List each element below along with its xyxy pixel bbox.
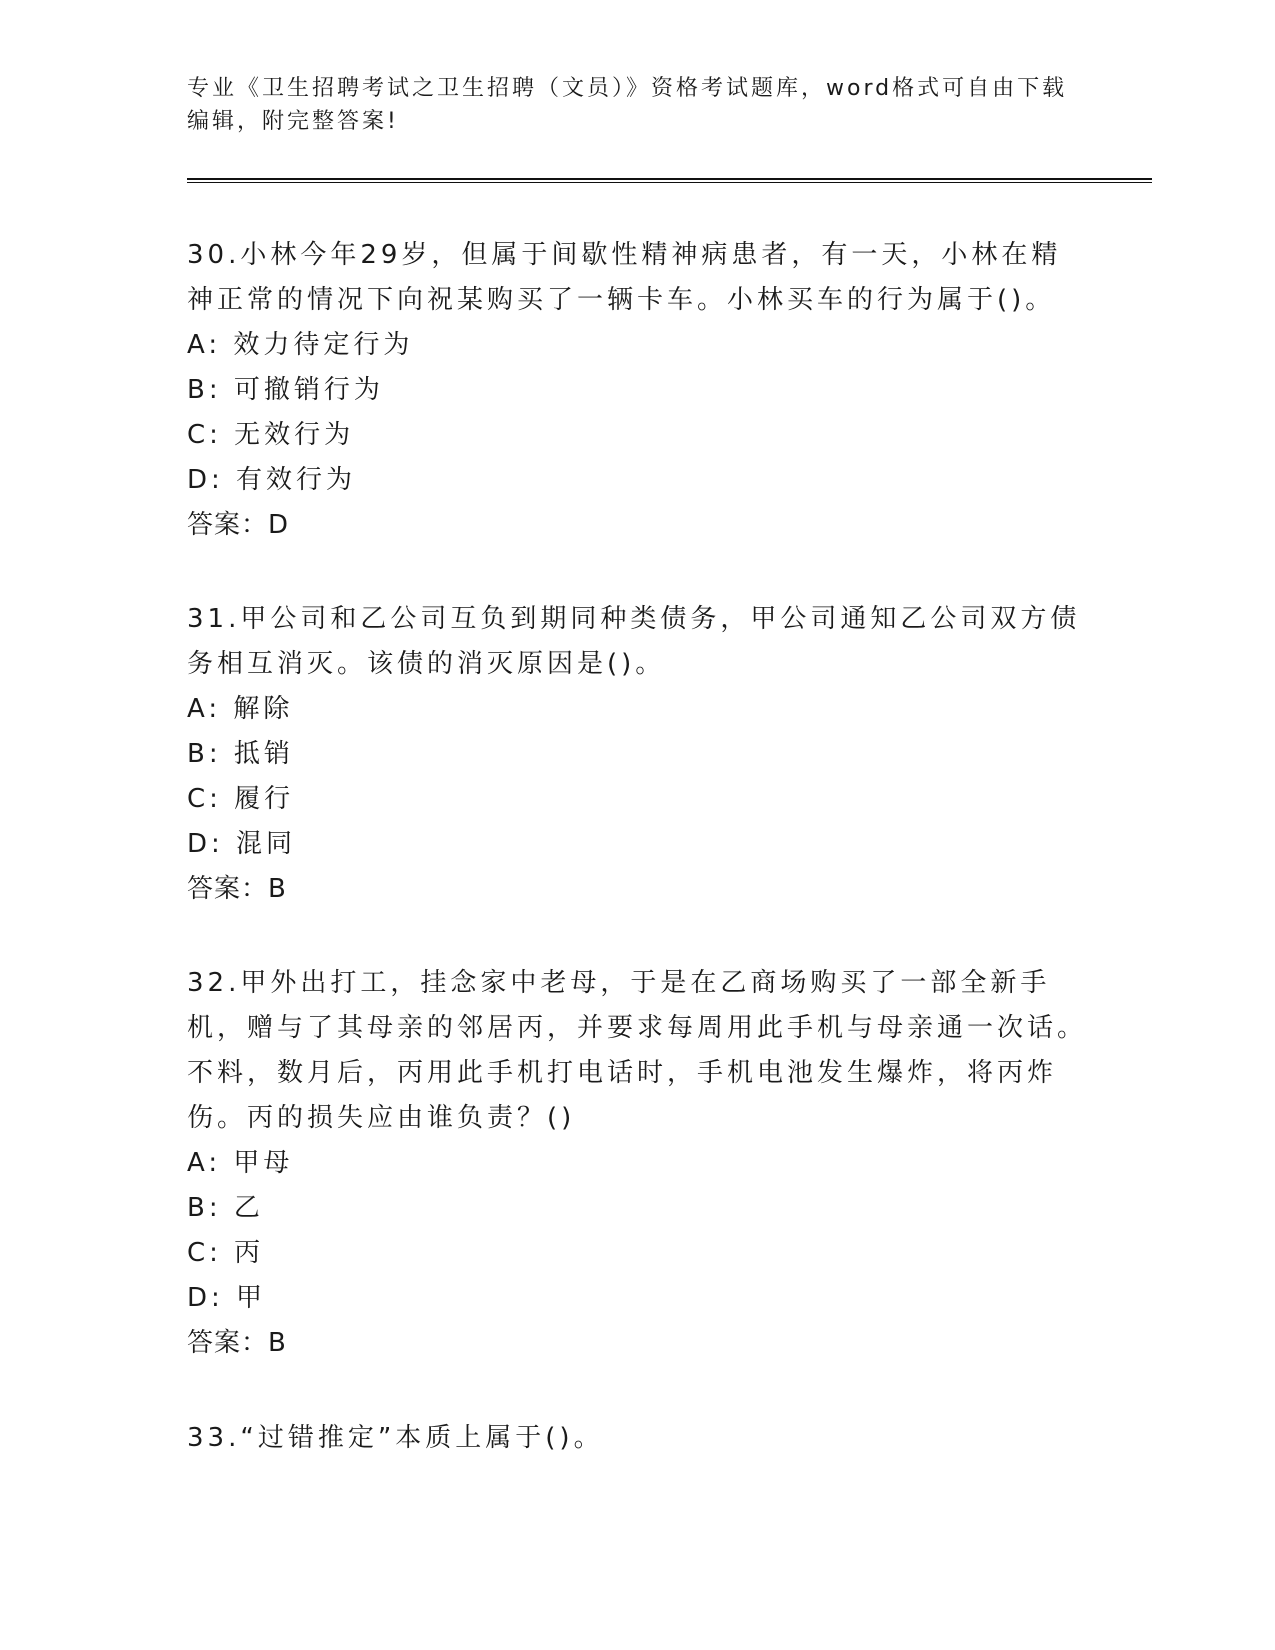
option-d: D: 有效行为	[187, 465, 357, 495]
question-stem: 33.“过错推定”本质上属于()。	[187, 1423, 604, 1453]
question-33	[187, 1416, 1087, 1461]
option-a: A: 甲母	[187, 1148, 294, 1178]
option-d: D: 混同	[187, 829, 297, 859]
option-b: B: 抵销	[187, 739, 294, 769]
answer-line: 答案：B	[187, 1328, 287, 1358]
question-30	[187, 233, 1087, 548]
option-a: A: 效力待定行为	[187, 330, 414, 360]
option-d: D: 甲	[187, 1283, 267, 1313]
question-stem: 30.小林今年29岁，但属于间歇性精神病患者，有一天，小林在精神正常的情况下向祝某购买了一辆卡车。小林买车的行为属于()。	[187, 240, 1062, 315]
option-a: A: 解除	[187, 694, 294, 724]
question-31	[187, 597, 1087, 912]
header-divider	[187, 178, 1152, 183]
option-b: B: 可撤销行为	[187, 375, 384, 405]
option-b: B: 乙	[187, 1193, 264, 1223]
answer-line: 答案：D	[187, 510, 290, 540]
option-c: C: 无效行为	[187, 420, 355, 450]
question-stem: 32.甲外出打工，挂念家中老母，于是在乙商场购买了一部全新手机，赠与了其母亲的邻居丙，并要求每周用此手机与母亲通一次话。不料，数月后，丙用此手机打电话时，手机电池发生爆炸，将丙炸伤。丙的损失应由谁负责？()	[187, 968, 1088, 1133]
document-intro: 专业《卫生招聘考试之卫生招聘（文员）》资格考试题库，word格式可自由下载编辑，附完整答案!	[187, 76, 1068, 134]
question-32	[187, 961, 1087, 1366]
option-c: C: 丙	[187, 1238, 265, 1268]
question-stem: 31.甲公司和乙公司互负到期同种类债务，甲公司通知乙公司双方债务相互消灭。该债的消灭原因是()。	[187, 604, 1081, 679]
answer-line: 答案：B	[187, 874, 287, 904]
option-c: C: 履行	[187, 784, 295, 814]
